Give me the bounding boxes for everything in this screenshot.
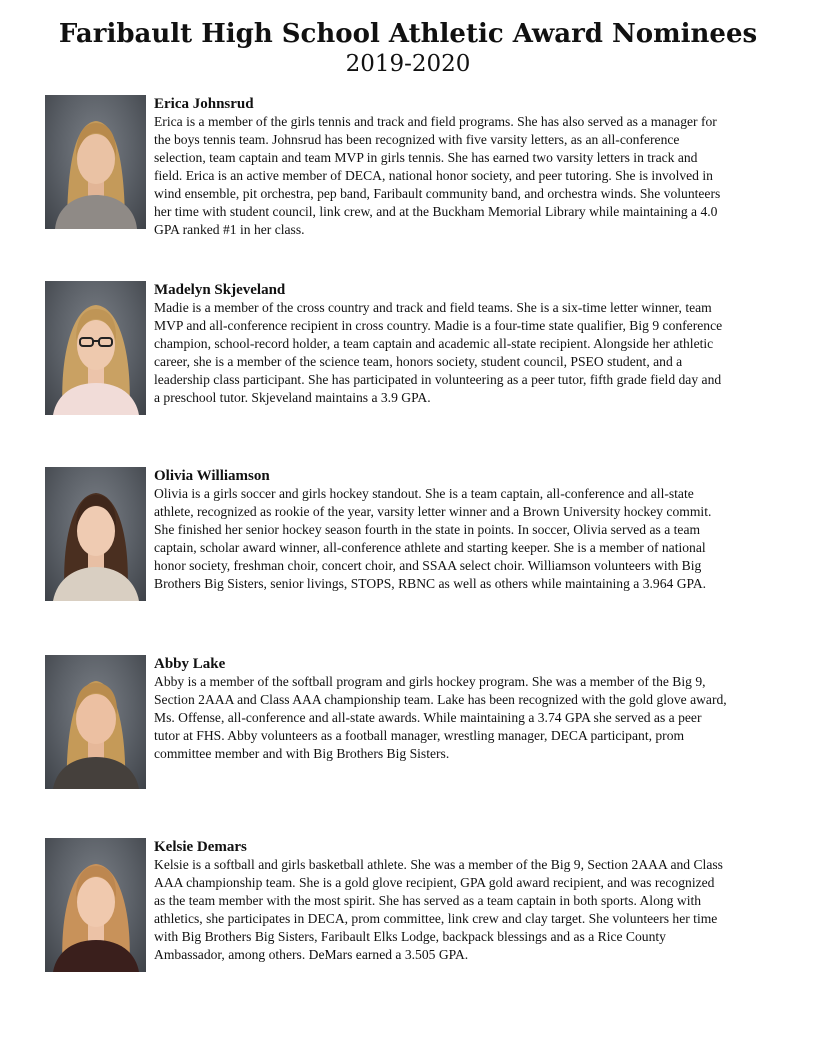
nominee-card (45, 838, 745, 978)
nominee-card (45, 655, 745, 795)
nominee-name: Olivia Williamson (154, 468, 270, 484)
nominee-name: Kelsie Demars (154, 839, 247, 855)
nominee-bio: Olivia is a girls soccer and girls hockey standout. She is a team captain, all-conference and all-state athlete, recognized as rookie of the year, varsity letter winner and a Brown University hockey commit. She finished her senior hockey season fourth in the state in points. In soccer, Olivia served as a team captain, scholar award winner, all-conference athlete and starting keeper. She is a member of national honor society, freshman choir, concert choir, and SSAA select choir. Williamson volunteers with Big Brothers Big Sisters, senior livings, STOPS, RBNC as well as others while maintaining a 3.964 GPA. (154, 486, 712, 591)
nominee-bio: Abby is a member of the softball program and girls hockey program. She was a member of the Big 9, Section 2AAA and Class AAA championship team. Lake has been recognized with the gold glove award, Ms. Offense, all-conference and all-state awards. While maintaining a 3.74 GPA she served as a peer tutor at FHS. Abby volunteers as a football manager, wrestling manager, DECA participant, prom committee member and with Big Brothers Big Sisters. (154, 674, 727, 761)
nominee-photo (45, 281, 146, 415)
nominee-photo (45, 95, 146, 229)
nominee-bio: Madie is a member of the cross country and track and field teams. She is a six-time letter winner, team MVP and all-conference recipient in cross country. Madie is a four-time state qualifier, Big 9 conference champion, school-record holder, a team captain and academic all-state recipient. Alongside her athletic career, she is a member of the science team, honors society, student council, PSEO student, and a leadership class participant. She has participated in volunteering as a peer tutor, fifth grade field day and a preschool tutor. Skjeveland maintains a 3.9 GPA. (154, 300, 723, 405)
nominee-card (45, 467, 745, 607)
nominee-card (45, 281, 745, 421)
nominee-name: Abby Lake (154, 656, 226, 672)
page-title: Faribault High School Athletic Award Nominees (58, 19, 758, 49)
nominee-bio: Erica is a member of the girls tennis and track and field programs. She has also served as a manager for the boys tennis team. Johnsrud has been recognized with five varsity letters, as an all-conference selection, team captain and team MVP in girls tennis. She has earned two varsity letters in track and field. Erica is an active member of DECA, national honor society, and peer tutoring. She is involved in wind ensemble, pit orchestra, pep band, Faribault community band, and orchestra winds. She volunteers her time with student council, link crew, and at the Buckham Memorial Library while maintaining a 4.0 GPA ranked #1 in her class. (154, 114, 721, 237)
nominee-photo (45, 655, 146, 789)
nominee-name: Madelyn Skjeveland (154, 282, 286, 298)
nominee-card (45, 95, 745, 235)
nominee-bio: Kelsie is a softball and girls basketball athlete. She was a member of the Big 9, Section 2AAA and Class AAA championship team. She is a gold glove recipient, GPA gold award recipient, and was recognized as the team member with the most spirit. She has served as a team captain in both sports. Along with athletics, she participates in DECA, prom committee, link crew and clay target. She volunteers her time with Big Brothers Big Sisters, Faribault Elks Lodge, backpack blessings and as a Rice County Ambassador, among others. DeMars earned a 3.505 GPA. (154, 857, 723, 962)
page-subtitle: 2019-2020 (345, 51, 471, 77)
nominee-name: Erica Johnsrud (154, 96, 254, 112)
nominee-photo (45, 467, 146, 601)
nominee-photo (45, 838, 146, 972)
